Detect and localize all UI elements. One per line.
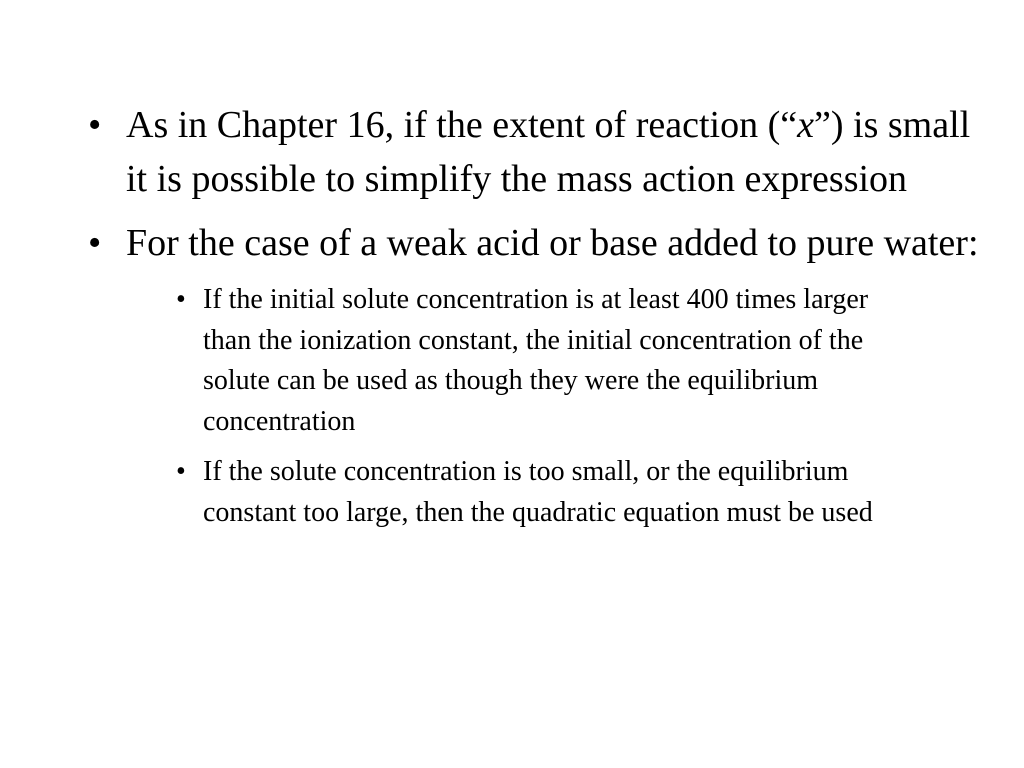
bullet-text-before-italic: As in Chapter 16, if the extent of reaction (“ [126,104,798,146]
sub-bullet-marker: • [176,284,186,315]
sub-bullet-marker: • [176,456,186,487]
sub-bullet-item-initial-concentration [176,280,896,442]
bullet-item-extent-of-reaction [88,98,988,206]
bullet-marker: • [88,222,102,264]
bullet-item-weak-acid-or-base [88,216,988,533]
sub-bullet-text: If the initial solute concentration is at least 400 times larger than the ionization constant, the initial concentration of the solute can be used as though they were the equilibrium concentration [203,284,869,437]
bullet-list [88,98,988,543]
bullet-marker: • [88,104,102,146]
bullet-text-after-italic: ”) is small it is possible to simplify the mass action expression [126,104,971,200]
bullet-text: For the case of a weak acid or base added to pure water: [126,222,979,264]
bullet-text-italic-x: x [797,104,814,146]
sub-bullet-text: If the solute concentration is too small, or the equilibrium constant too large, then the quadratic equation must be used [203,456,873,528]
sub-bullet-list [176,280,896,533]
sub-bullet-item-quadratic-equation [176,452,896,533]
